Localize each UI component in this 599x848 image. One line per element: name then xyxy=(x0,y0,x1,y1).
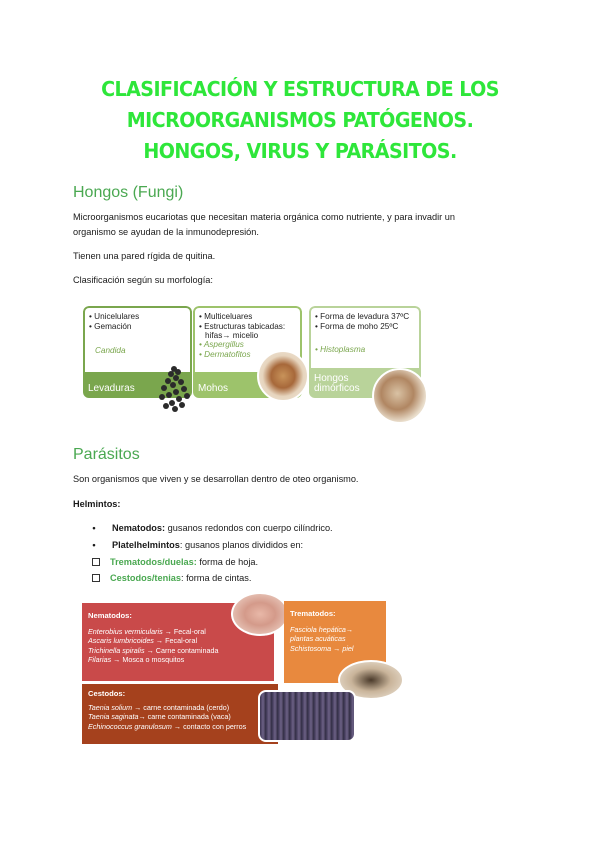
dimorphic-fungus-image xyxy=(372,368,428,424)
box-trematodos: Trematodos: Fasciola hepática→ plantas acuáticas Schistosoma → piel xyxy=(284,601,386,683)
helmintos-label: Helmintos: xyxy=(73,499,121,509)
box-nematodos: Nematodos: Enterobius vermicularis → Fecal-oral Ascaris lumbricoides → Fecal-oral Trichinella spiralis → Carne contaminada Filarias → Mosca o mosquitos xyxy=(82,603,274,681)
card-example: • Aspergillus xyxy=(199,340,244,349)
checkbox-icon xyxy=(92,558,100,566)
section-heading-fungi: Hongos (Fungi) xyxy=(73,184,184,201)
mold-image xyxy=(257,350,309,402)
page-title: CLASIFICACIÓN Y ESTRUCTURA DE LOS MICROORGANISMOS PATÓGENOS. HONGOS, VIRUS Y PARÁSITOS. xyxy=(101,77,499,163)
yeast-cluster-image xyxy=(154,363,196,413)
list-item-trematodos: Trematodos/duelas: forma de hoja. xyxy=(92,555,532,570)
fungi-intro-line1: Microorganismos eucariotas que necesitan materia orgánica como nutriente, y para invadir un xyxy=(73,212,455,222)
card-item: • Gemación xyxy=(89,322,139,332)
card-label: Hongos xyxy=(314,373,349,384)
card-item: • Forma de moho 25ºC xyxy=(315,322,409,332)
fungi-wall-text: Tienen una pared rígida de quitina. xyxy=(73,251,216,261)
nematode-image xyxy=(231,592,289,636)
card-item: hifas→ micelio xyxy=(205,331,259,340)
bullet-icon: • xyxy=(92,540,96,550)
section-heading-parasites: Parásitos xyxy=(73,446,140,463)
checkbox-icon xyxy=(92,574,100,582)
card-label: dimórficos xyxy=(314,383,360,394)
list-item-platelhelmintos: • Platelhelmintos: gusanos planos divididos en: xyxy=(84,538,524,553)
parasites-intro: Son organismos que viven y se desarrollan dentro de oteo organismo. xyxy=(73,474,359,484)
list-item-cestodos: Cestodos/tenias: forma de cintas. xyxy=(92,571,532,586)
bullet-icon: • xyxy=(92,523,96,533)
fungi-classification-text: Clasificación según su morfología: xyxy=(73,275,213,285)
card-label: Levaduras xyxy=(88,383,135,394)
card-example: • Dermatofitos xyxy=(199,350,251,359)
card-item: • Estructuras tabicadas: xyxy=(199,322,285,332)
card-item: • Multiceluares xyxy=(199,312,285,322)
card-item: • Forma de levadura 37ºC xyxy=(315,312,409,322)
fungi-intro-line2: organismo se ayudan de la inmunodepresión. xyxy=(73,227,259,237)
card-example: Candida xyxy=(95,346,126,355)
card-item: • Unicelulares xyxy=(89,312,139,322)
cestode-image xyxy=(258,690,356,742)
card-label: Mohos xyxy=(198,383,229,394)
card-example: • Histoplasma xyxy=(315,345,366,354)
box-cestodos: Cestodos: Taenia solium → carne contaminada (cerdo) Taenia saginata→ carne contaminada (vaca) Echinococcus granulosum → contacto con perros xyxy=(82,684,278,744)
list-item-nematodos: • Nematodos: gusanos redondos con cuerpo cilíndrico. xyxy=(84,521,524,536)
